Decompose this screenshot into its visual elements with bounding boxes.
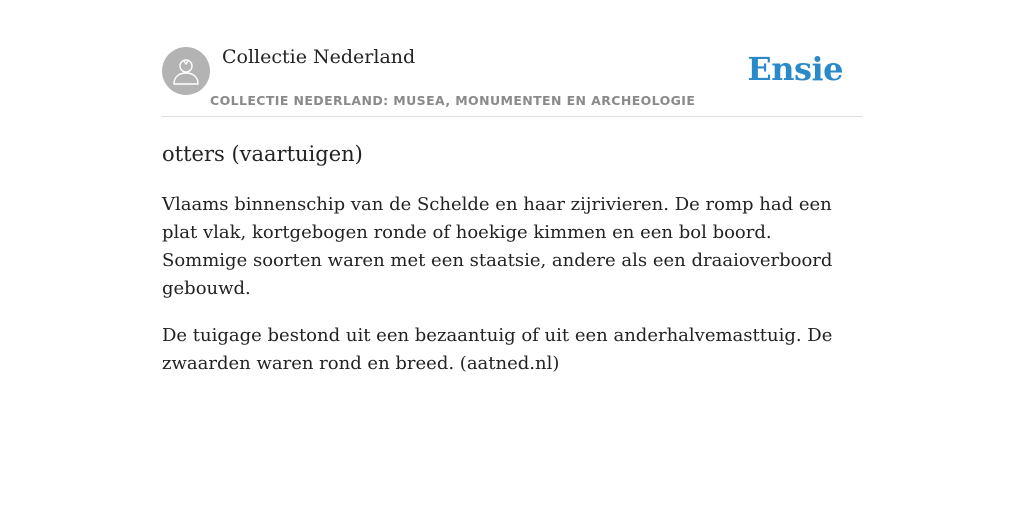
entry-header (162, 40, 862, 117)
author-avatar[interactable] (162, 47, 210, 95)
collection-subtitle[interactable]: COLLECTIE NEDERLAND: MUSEA, MONUMENTEN EN ARCHEOLOGIE (210, 93, 696, 108)
author-name[interactable]: Collectie Nederland (222, 46, 416, 68)
user-icon (171, 56, 201, 86)
brand-logo[interactable]: Ensie (747, 50, 843, 88)
entry-paragraph: Vlaams binnenschip van de Schelde en haar zijrivieren. De romp had een plat vlak, kortgebogen ronde of hoekige kimmen en een bol boord. Sommige soorten waren met een staatsie, andere als een draaioverboord gebouwd. (162, 194, 833, 299)
entry-paragraph: De tuigage bestond uit een bezaantuig of uit een anderhalvemasttuig. De zwaarden waren rond en breed. (aatned.nl) (162, 325, 833, 374)
entry-body (162, 191, 862, 378)
entry-content (162, 138, 862, 378)
entry-title: otters (vaartuigen) (162, 142, 363, 166)
